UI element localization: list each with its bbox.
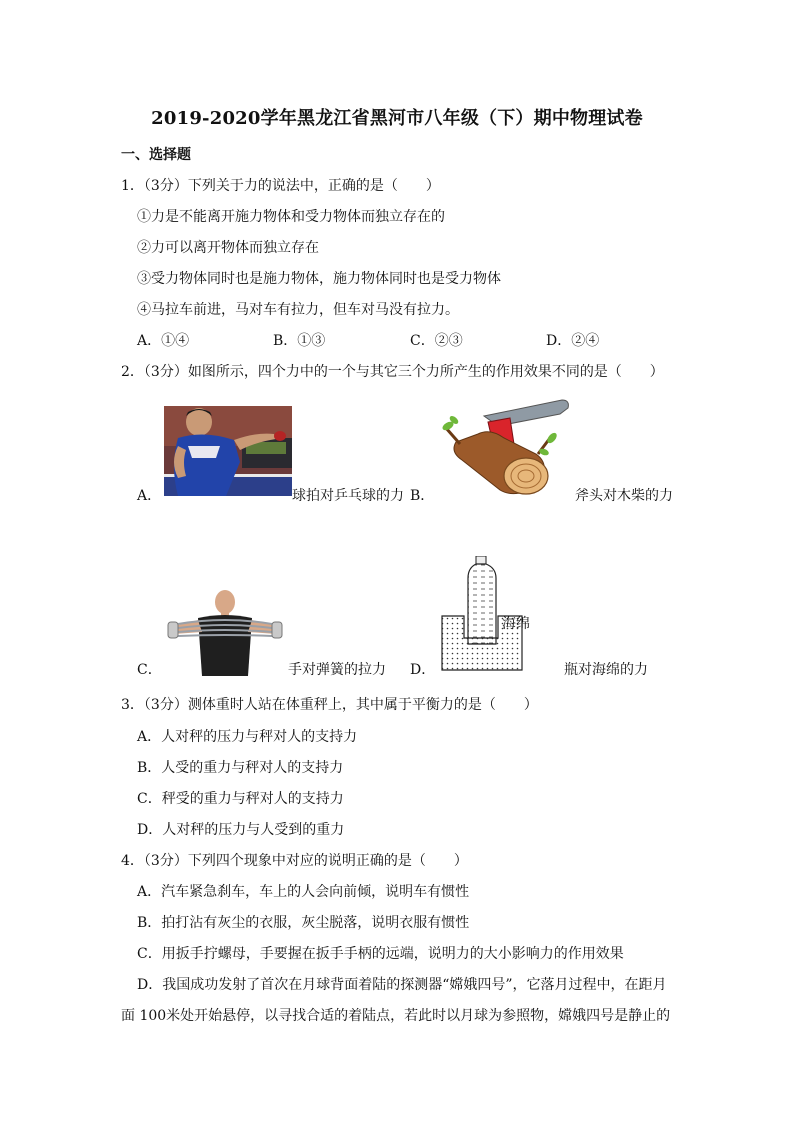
option-c-caption: 手对弹簧的拉力	[288, 662, 386, 678]
question-3-option-d: D．人对秤的压力与人受到的重力	[137, 822, 345, 838]
option-b-caption: 斧头对木柴的力	[575, 488, 673, 504]
option-c-label: C．	[137, 662, 162, 678]
sponge-label: 海绵	[502, 616, 530, 632]
question-1-option-a: A．①④	[137, 333, 190, 349]
option-d-label: D．	[410, 662, 436, 678]
question-3-option-a: A．人对秤的压力与秤对人的支持力	[137, 729, 358, 745]
question-1-stem: 1．（3分）下列关于力的说法中，正确的是（ ）	[121, 178, 440, 194]
question-4-option-d-line-2: 面 100米处开始悬停，以寻找合适的着陆点，若此时以月球为参照物，嫦娥四号是静止的	[121, 1008, 671, 1024]
question-2-stem: 2．（3分）如图所示，四个力中的一个与其它三个力所产生的作用效果不同的是（ ）	[121, 364, 664, 380]
question-1-statement-2: ②力可以离开物体而独立存在	[137, 240, 319, 256]
question-1-statement-1: ①力是不能离开施力物体和受力物体而独立存在的	[137, 209, 445, 225]
question-1-option-b: B．①③	[273, 333, 326, 349]
option-a-label: A．	[137, 488, 162, 504]
question-1-option-d: D．②④	[546, 333, 600, 349]
question-1-option-c: C．②③	[410, 333, 463, 349]
section-heading: 一、选择题	[121, 147, 191, 163]
question-3-option-c: C．秤受的重力与秤对人的支持力	[137, 791, 344, 807]
axe-log-figure	[440, 398, 575, 500]
question-1-statement-3: ③受力物体同时也是施力物体，施力物体同时也是受力物体	[137, 271, 501, 287]
option-b-label: B．	[410, 488, 435, 504]
option-d-caption: 瓶对海绵的力	[564, 662, 648, 678]
question-4-option-c: C．用扳手拧螺母，手要握在扳手手柄的远端，说明力的大小影响力的作用效果	[137, 946, 624, 962]
page-title: 2019-2020学年黑龙江省黑河市八年级（下）期中物理试卷	[151, 108, 643, 129]
question-4-stem: 4．（3分）下列四个现象中对应的说明正确的是（ ）	[121, 853, 468, 869]
table-tennis-photo	[164, 406, 292, 496]
question-4-option-d-line-1: D．我国成功发射了首次在月球背面着陆的探测器“嫦娥四号”，它落月过程中，在距月	[137, 977, 667, 993]
question-3-option-b: B．人受的重力与秤对人的支持力	[137, 760, 344, 776]
option-a-caption: 球拍对乒乓球的力	[292, 488, 404, 504]
question-4-option-a: A．汽车紧急刹车，车上的人会向前倾，说明车有惯性	[137, 884, 470, 900]
spring-pull-figure	[164, 588, 286, 676]
question-1-statement-4: ④马拉车前进，马对车有拉力，但车对马没有拉力。	[137, 302, 459, 318]
question-4-option-b: B．拍打沾有灰尘的衣服，灰尘脱落，说明衣服有惯性	[137, 915, 470, 931]
question-3-stem: 3．（3分）测体重时人站在体重秤上，其中属于平衡力的是（ ）	[121, 697, 538, 713]
